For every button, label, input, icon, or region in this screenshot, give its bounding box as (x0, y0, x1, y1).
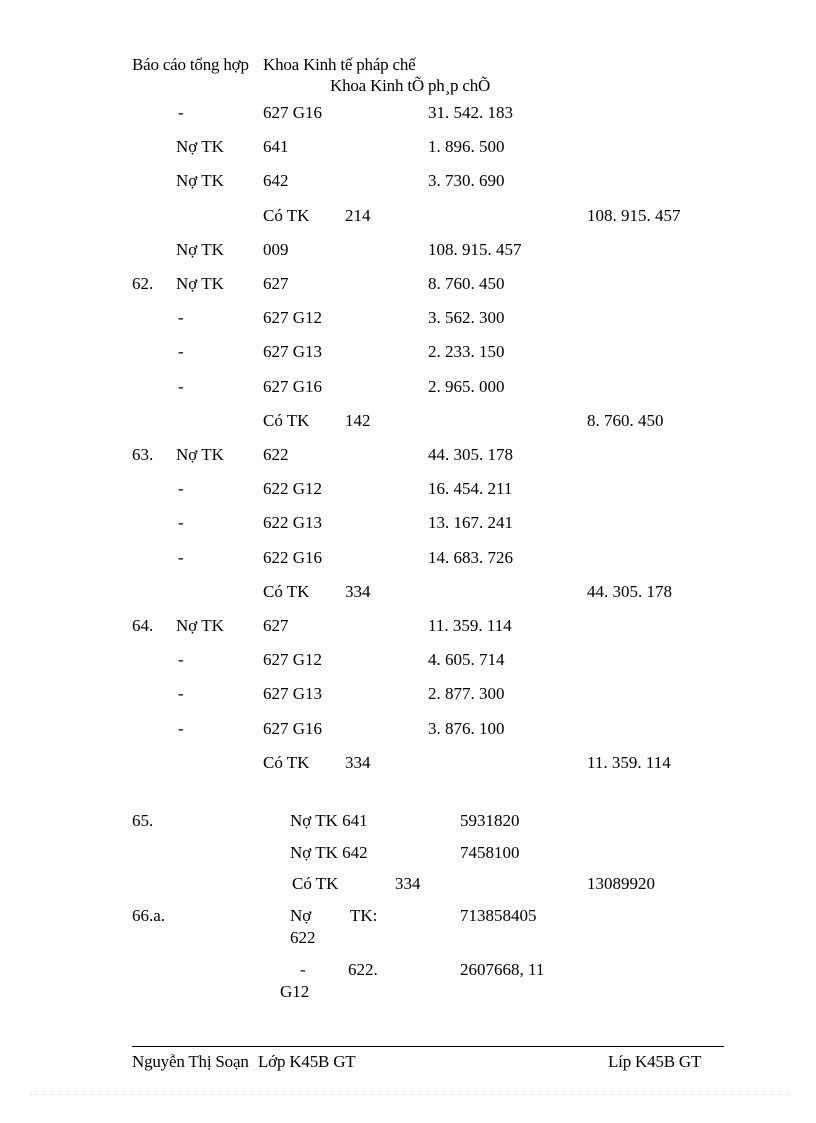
account: 627 G16 (263, 377, 323, 396)
entry-label: Nợ TK (176, 171, 224, 190)
account: 627 (263, 274, 289, 293)
debit-amount: 16. 454. 211 (428, 479, 513, 498)
debit-amount: 713858405 (460, 906, 537, 925)
debit-label: Nợ TK 642 (290, 843, 368, 862)
entry-label: - (178, 548, 184, 567)
entry-label: - (178, 342, 184, 361)
entry-label: Nợ TK (176, 445, 224, 464)
debit-amount: 44. 305. 178 (428, 445, 513, 464)
entry-label: Nợ TK (176, 616, 224, 635)
entry-label: - (178, 684, 184, 703)
account: 622 G12 (263, 479, 323, 498)
sub-dash: - (300, 960, 306, 979)
account: 622 (263, 445, 289, 464)
debit-amount: 108. 915. 457 (428, 240, 522, 259)
debit-amount: 5931820 (460, 811, 520, 830)
entry-label: Nợ TK (176, 240, 224, 259)
account: 641 (263, 137, 289, 156)
debit-amount: 13. 167. 241 (428, 513, 513, 532)
page-edge (30, 1094, 790, 1095)
credit-label: Có TK (292, 874, 339, 893)
header-title-left: Báo cáo tổng hợp (132, 55, 249, 74)
entry-number: 63. (132, 445, 154, 464)
debit-amount: 8. 760. 450 (428, 274, 505, 293)
debit-amount: 31. 542. 183 (428, 103, 513, 122)
account: Có TK (263, 411, 310, 430)
debit-amount: 2. 965. 000 (428, 377, 505, 396)
footer-class-left: Lớp K45B GT (258, 1052, 356, 1071)
credit-amount: 108. 915. 457 (587, 206, 681, 225)
entry-label: - (178, 308, 184, 327)
account: 009 (263, 240, 289, 259)
debit-amount: 2. 877. 300 (428, 684, 505, 703)
entry-label: - (178, 719, 184, 738)
entry-number: 64. (132, 616, 154, 635)
entry-label: - (178, 377, 184, 396)
account: Có TK (263, 753, 310, 772)
debit-amount: 3. 730. 690 (428, 171, 505, 190)
debit-label-account: TK: (350, 906, 378, 925)
entry-number: 66.a. (132, 906, 166, 925)
debit-amount: 4. 605. 714 (428, 650, 505, 669)
debit-amount: 2. 233. 150 (428, 342, 505, 361)
account: 642 (263, 171, 289, 190)
footer-author: Nguyễn Thị Soạn (132, 1052, 249, 1071)
entry-label: - (178, 479, 184, 498)
account: Có TK (263, 582, 310, 601)
debit-amount: 11. 359. 114 (428, 616, 512, 635)
account: 627 G13 (263, 342, 323, 361)
sub-account-wrap: G12 (280, 982, 310, 1001)
credit-amount: 44. 305. 178 (587, 582, 672, 601)
debit-amount: 3. 562. 300 (428, 308, 505, 327)
debit-amount: 3. 876. 100 (428, 719, 505, 738)
debit-label: Nợ (290, 906, 312, 925)
account: 627 G16 (263, 719, 323, 738)
account-number: 334 (345, 582, 371, 601)
entry-label: Nợ TK (176, 137, 224, 156)
entry-label: - (178, 650, 184, 669)
header-title-right: Khoa Kinh tế pháp chế (263, 55, 416, 74)
entry-label: - (178, 513, 184, 532)
debit-amount: 1. 896. 500 (428, 137, 505, 156)
entry-number: 65. (132, 811, 154, 830)
entry-label: - (178, 103, 184, 122)
account: 622 G13 (263, 513, 323, 532)
account: 627 G13 (263, 684, 323, 703)
header-title-garbled: Khoa Kinh tÕ ph¸p chÕ (330, 76, 491, 95)
entry-number: 62. (132, 274, 154, 293)
credit-amount: 11. 359. 114 (587, 753, 671, 772)
footer-rule (132, 1046, 724, 1047)
entry-label: Nợ TK (176, 274, 224, 293)
credit-amount: 8. 760. 450 (587, 411, 664, 430)
credit-account: 334 (395, 874, 421, 893)
account: 627 G16 (263, 103, 323, 122)
account: Có TK (263, 206, 310, 225)
account: 627 (263, 616, 289, 635)
debit-account-wrap: 622 (290, 928, 316, 947)
debit-label: Nợ TK 641 (290, 811, 368, 830)
debit-amount: 7458100 (460, 843, 520, 862)
credit-amount: 13089920 (587, 874, 655, 893)
account-number: 142 (345, 411, 371, 430)
account: 622 G16 (263, 548, 323, 567)
sub-account: 622. (348, 960, 378, 979)
footer-class-right: Líp K45B GT (608, 1052, 702, 1071)
account: 627 G12 (263, 650, 323, 669)
account-number: 334 (345, 753, 371, 772)
debit-amount: 14. 683. 726 (428, 548, 513, 567)
account: 627 G12 (263, 308, 323, 327)
account-number: 214 (345, 206, 371, 225)
sub-amount: 2607668, 11 (460, 960, 545, 979)
